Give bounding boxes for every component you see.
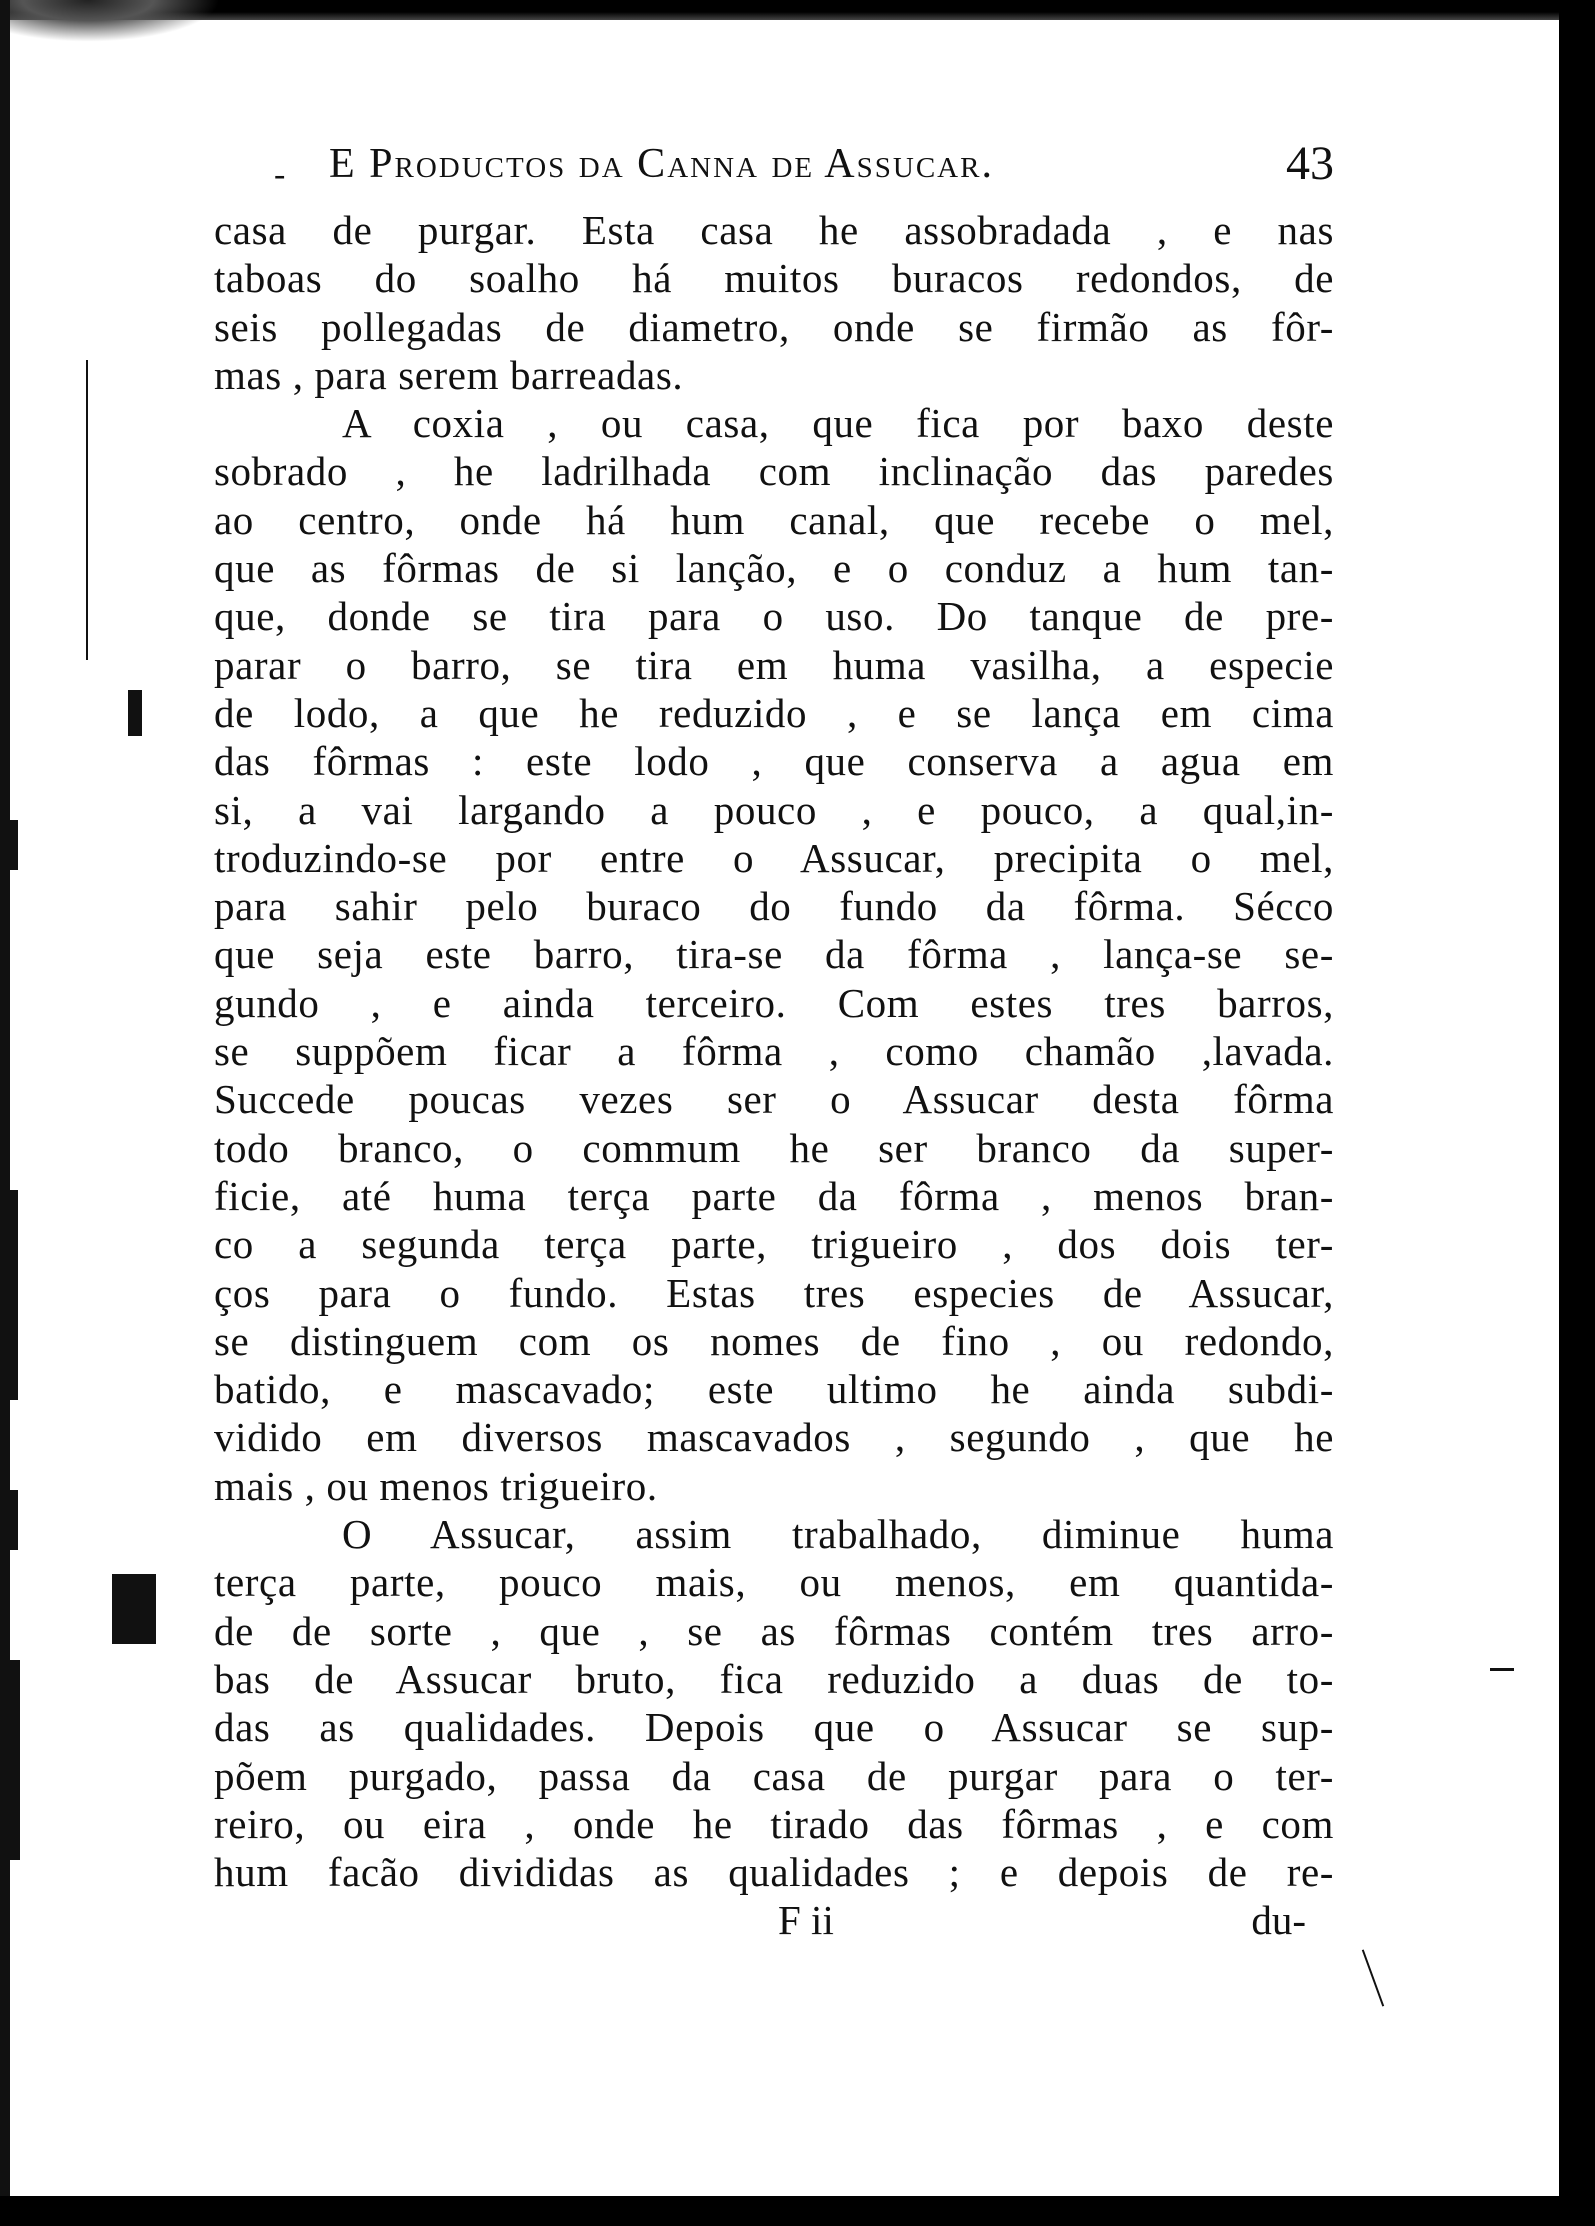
margin-speck <box>86 360 88 660</box>
text-line: troduzindo-se por entre o Assucar, precipita o mel, <box>214 834 1334 881</box>
text-line: de de sorte , que , se as fôrmas contém tres arro- <box>214 1607 1334 1654</box>
scan-top-edge <box>0 0 1595 20</box>
running-head <box>214 137 1334 198</box>
text-line: terça parte, pouco mais, ou menos, em quantida- <box>214 1559 1334 1606</box>
text-line: se suppõem ficar a fôrma , como chamão ,lavada. <box>214 1028 1334 1075</box>
book-page <box>214 137 1334 1946</box>
text-line: das as qualidades. Depois que o Assucar se sup- <box>214 1704 1334 1751</box>
margin-speck <box>10 1190 18 1400</box>
text-line: que seja este barro, tira-se da fôrma , lança-se se- <box>214 931 1334 978</box>
running-head-title: E Productos da Canna de Assucar. <box>329 141 994 187</box>
text-line: para sahir pelo buraco do fundo da fôrma. Sécco <box>214 883 1334 930</box>
text-line: O Assucar, assim trabalhado, diminue huma <box>342 1511 1334 1558</box>
scan-right-edge <box>1559 0 1595 2226</box>
text-line: si, a vai largando a pouco , e pouco, a qual,in- <box>214 786 1334 833</box>
page-number: 43 <box>1286 137 1334 190</box>
margin-speck <box>10 1490 18 1550</box>
margin-speck <box>10 820 18 870</box>
text-line: das fôrmas : este lodo , que conserva a agua em <box>214 738 1334 785</box>
page-footer <box>214 1896 1334 1946</box>
text-line: parar o barro, se tira em huma vasilha, a especie <box>214 641 1334 688</box>
margin-speck <box>10 1660 20 1860</box>
text-line: A coxia , ou casa, que fica por baxo deste <box>342 400 1334 447</box>
text-line: mais , ou menos trigueiro. <box>214 1462 658 1509</box>
text-line: sobrado , he ladrilhada com inclinação das paredes <box>214 448 1334 495</box>
text-line: ficie, até huma terça parte da fôrma , menos bran- <box>214 1172 1334 1219</box>
text-line: todo branco, o commum he ser branco da super- <box>214 1124 1334 1171</box>
margin-speck <box>128 690 142 736</box>
scan-left-edge <box>0 0 10 2226</box>
text-line: gundo , e ainda terceiro. Com estes tres barros, <box>214 979 1334 1026</box>
text-line: co a segunda terça parte, trigueiro , dos dois ter- <box>214 1221 1334 1268</box>
margin-speck <box>1490 1668 1514 1671</box>
signature-mark: F ii <box>778 1897 834 1944</box>
running-head-dash: - <box>274 156 286 193</box>
text-line: bas de Assucar bruto, fica reduzido a duas de to- <box>214 1655 1334 1702</box>
text-line: taboas do soalho há muitos buracos redondos, de <box>214 255 1334 302</box>
text-line: ao centro, onde há hum canal, que recebe o mel, <box>214 496 1334 543</box>
text-line: que as fôrmas de si lanção, e o conduz a hum tan- <box>214 545 1334 592</box>
margin-speck <box>112 1574 156 1644</box>
text-line: reiro, ou eira , onde he tirado das fôrmas , e com <box>214 1800 1334 1847</box>
scan-bottom-edge <box>0 2196 1595 2226</box>
scan-corner-smudge <box>0 0 220 42</box>
text-line: hum facão divididas as qualidades ; e depois de re- <box>214 1849 1334 1896</box>
body-text <box>214 206 1334 1896</box>
text-line: que, donde se tira para o uso. Do tanque de pre- <box>214 593 1334 640</box>
text-line: seis pollegadas de diametro, onde se firmão as fôr- <box>214 303 1334 350</box>
catchword: du- <box>1251 1897 1306 1944</box>
text-line: mas , para serem barreadas. <box>214 351 684 398</box>
text-line: batido, e mascavado; este ultimo he ainda subdi- <box>214 1366 1334 1413</box>
margin-speck <box>1362 1949 1384 2006</box>
text-line: de lodo, a que he reduzido , e se lança em cima <box>214 689 1334 736</box>
text-line: vidido em diversos mascavados , segundo , que he <box>214 1414 1334 1461</box>
text-line: se distinguem com os nomes de fino , ou redondo, <box>214 1317 1334 1364</box>
text-line: põem purgado, passa da casa de purgar para o ter- <box>214 1752 1334 1799</box>
text-line: Succede poucas vezes ser o Assucar desta fôrma <box>214 1076 1334 1123</box>
text-line: ços para o fundo. Estas tres especies de Assucar, <box>214 1269 1334 1316</box>
text-line: casa de purgar. Esta casa he assobradada , e nas <box>214 207 1334 253</box>
